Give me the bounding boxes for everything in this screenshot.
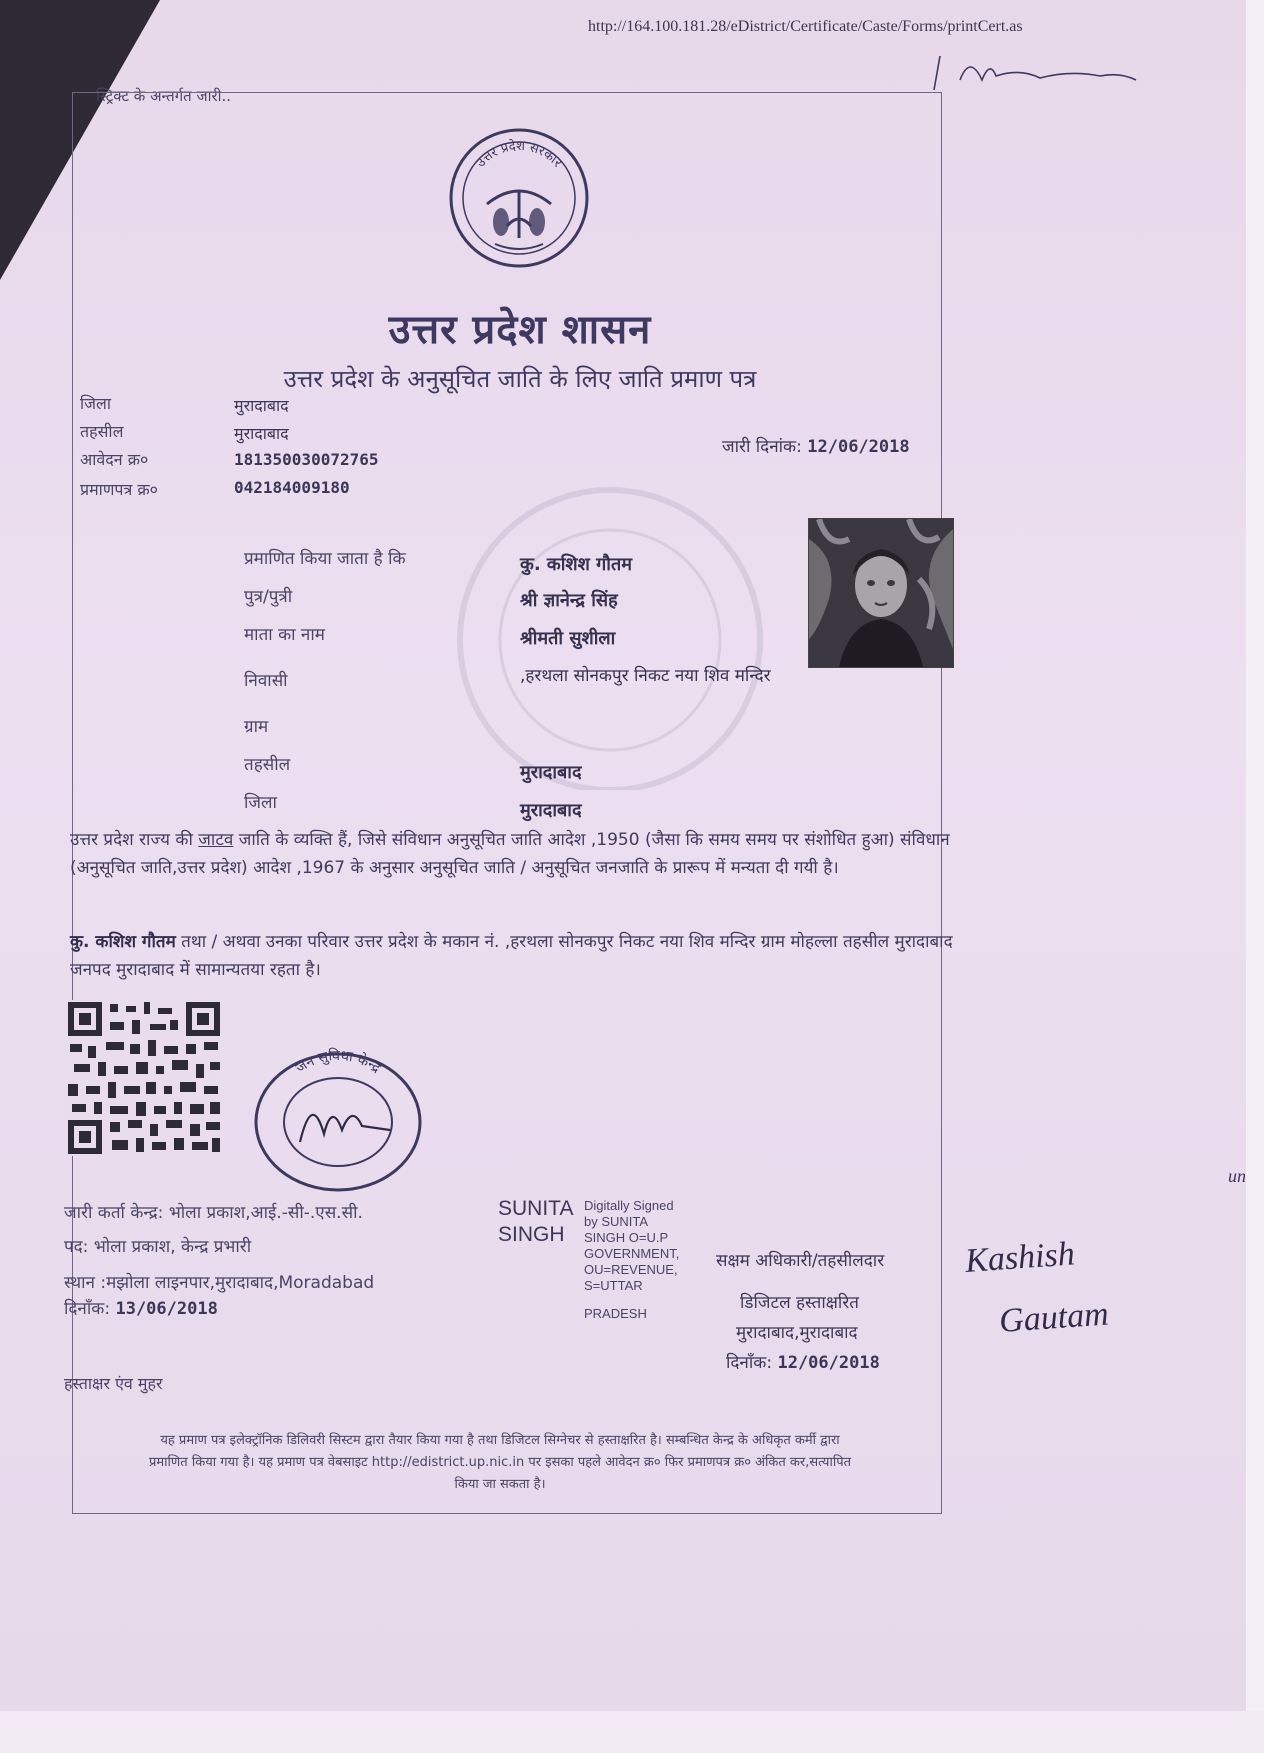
dsig-line-1: Digitally Signed [584,1198,674,1213]
dsig-line-3: SINGH O=U.P [584,1230,669,1245]
officer-date [726,1350,880,1373]
handwritten-line-1: Kashish [963,1235,1076,1280]
issuer-place-label: स्थान : [64,1273,107,1293]
issuer-place [64,1270,374,1293]
father-name: श्री ज्ञानेन्द्र सिंह [520,590,618,611]
mother-name: श्रीमती सुशीला [520,628,616,649]
certified-label: प्रमाणित किया जाता है कि [244,549,406,569]
issuing-center [64,1200,363,1223]
digital-signature-details [584,1198,704,1322]
issuer-date-value: 13/06/2018 [115,1299,218,1319]
resident-label: निवासी [244,671,288,691]
document-title: उत्तर प्रदेश शासन [388,307,652,353]
district-value: मुरादाबाद [234,396,289,415]
caste-declaration-paragraph [70,826,960,882]
emblem-arc-text: उत्तर प्रदेश सरकार [473,138,565,171]
issue-date [722,434,910,457]
svg-text:जन सुविधा केन्द्र [293,1047,384,1077]
handwritten-line-2: Gautam [997,1295,1110,1340]
initials-scribble [930,50,1140,98]
verification-qr-code [66,1000,222,1156]
footer-line-1: यह प्रमाण पत्र इलेक्ट्रॉनिक डिलिवरी सिस्टम द्वारा तैयार किया गया है तथा डिजिटल सिग्नेचर से हस्ताक्षरित है। सम्बन्धित केन्द्र के अधिकृत कर्मी द्वारा [160,1433,840,1448]
mother-label: माता का नाम [244,625,325,645]
issuer-post-label: पद: [64,1237,89,1257]
dsig-line-6: S=UTTAR [584,1278,643,1293]
para2-text: तथा / अथवा उनका परिवार उत्तर प्रदेश के मकान नं. ,हरथला सोनकपुर निकट नया शिव मन्दिर ग्राम मोहल्ला तहसील मुरादाबाद जनपद मुरादाबाद में सामान्यतया रहता है। [70,932,953,980]
handwritten-signature [960,1230,1160,1350]
signer-name-line1: SUNITA [498,1197,574,1220]
officer-digital-signed: डिजिटल हस्ताक्षरित [740,1293,859,1313]
issuing-center-value: भोला प्रकाश,आई.-सी-.एस.सी. [168,1203,363,1223]
applicant-name: कु. कशिश गौतम [520,554,632,575]
document-subtitle: उत्तर प्रदेश के अनुसूचित जाति के लिए जाति प्रमाण पत्र [283,365,757,393]
issuer-date [64,1296,218,1319]
edge-handwriting: un [1228,1166,1246,1186]
para1-start: उत्तर प्रदेश राज्य की [70,830,199,850]
certificate-no-value: 042184009180 [234,478,350,497]
scan-edge-bottom [0,1711,1264,1753]
application-no-value: 181350030072765 [234,450,379,469]
officer-place: मुरादाबाद,मुरादाबाद [736,1323,858,1343]
footer-disclaimer [70,1430,930,1496]
center-rubber-stamp [240,1042,436,1192]
issue-date-label: जारी दिनांक: [722,437,802,457]
para1-rest: जाति के व्यक्ति हैं, जिसे संविधान अनुसूचित जाति आदेश ,1950 (जैसा कि समय समय पर संशोधित हुआ) संविधान (अनुसूचित जाति,उत्तर प्रदेश) आदेश ,1967 के अनुसार अनुसूचित जाति / अनुसूचित जनजाति के प्रारूप में मन्यता दी गयी है। [70,830,950,878]
issuer-post-value: भोला प्रकाश, केन्द्र प्रभारी [93,1237,252,1257]
tehsil-field-label: तहसील [244,755,291,775]
issuer-date-label: दिनाँक: [64,1299,111,1319]
dsig-line-2: by SUNITA [584,1214,649,1229]
up-government-emblem [447,126,591,270]
dsig-line-5: OU=REVENUE, [584,1262,678,1277]
dsig-line-4: GOVERNMENT, [584,1246,680,1261]
signer-name-line2: SINGH [498,1223,565,1246]
scan-edge-right [1246,0,1264,1753]
footer-line-3: किया जा सकता है। [454,1477,546,1492]
officer-title: सक्षम अधिकारी/तहसीलदार [716,1251,885,1271]
issuer-place-value: मझोला लाइनपार,मुरादाबाद,Moradabad [106,1273,375,1293]
issuing-center-label: जारी कर्ता केन्द्र: [64,1203,164,1223]
district-field-value: मुरादाबाद [520,800,582,821]
stamp-text: जन सुविधा केन्द्र [292,1047,384,1077]
svg-text:उत्तर प्रदेश सरकार [473,138,565,171]
district-label: जिला [80,394,112,413]
tehsil-value: मुरादाबाद [234,424,289,443]
child-of-label: पुत्र/पुत्री [244,587,293,607]
village-label: ग्राम [244,717,269,737]
district-field-label: जिला [244,793,277,813]
para2-applicant-name: कु. कशिश गौतम [70,932,176,952]
issue-date-value: 12/06/2018 [807,437,910,457]
dsig-line-7: PRADESH [584,1306,647,1321]
digital-signer-name [498,1196,588,1248]
applicant-photo [808,518,954,668]
officer-date-label: दिनाँक: [726,1353,773,1373]
officer-date-value: 12/06/2018 [777,1353,880,1373]
caste-name: जाटव [198,830,234,850]
application-no-label: आवेदन क्र० [80,450,149,469]
footer-line-2: प्रमाणित किया गया है। यह प्रमाण पत्र वेबसाइट http://edistrict.up.nic.in पर इसका पहले आवेदन क्र० फिर प्रमाणपत्र क्र० अंकित कर,सत्यापित [149,1455,851,1470]
top-note: स्ट्रिक्ट के अन्तर्गत जारी.. [96,87,232,105]
certificate-no-label: प्रमाणपत्र क्र० [80,480,158,499]
print-url: http://164.100.181.28/eDistrict/Certificate/Caste/Forms/printCert.as [588,18,1023,35]
signature-seal-label: हस्ताक्षर एंव मुहर [64,1374,163,1393]
resident-address: ,हरथला सोनकपुर निकट नया शिव मन्दिर [520,666,771,686]
issuer-post [64,1234,251,1257]
tehsil-label: तहसील [80,422,124,441]
residence-paragraph [70,928,960,984]
tehsil-field-value: मुरादाबाद [520,762,582,783]
